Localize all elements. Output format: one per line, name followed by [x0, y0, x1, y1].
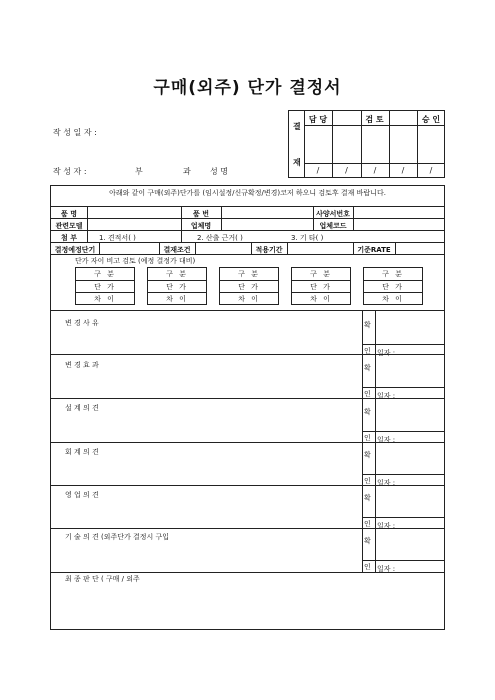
label-vendor: 업체명	[190, 222, 212, 230]
compare-box	[291, 267, 351, 305]
confirm-label-bottom: 인	[364, 434, 371, 442]
writer-name: 성 명	[210, 167, 228, 176]
compare-title: 단가 자이 비고 검토 (예정 결정가 대비)	[75, 257, 196, 265]
approval-header-review: 검 토	[365, 115, 384, 124]
compare-row-price: 단 가	[220, 281, 278, 294]
approval-header-manager: 담 당	[308, 115, 328, 124]
attach-option-quote: 1. 견적서( )	[99, 234, 136, 242]
confirm-label-top: 확	[364, 537, 371, 545]
label-vendor-code: 업체코드	[319, 222, 347, 230]
label-decision-terms: 결재조건	[163, 246, 191, 254]
approval-slash: /	[401, 166, 405, 175]
approval-slash: /	[345, 166, 348, 175]
section-date: 일자 :	[377, 565, 396, 573]
approval-slash: /	[429, 166, 433, 175]
compare-row-price: 단 가	[76, 281, 134, 294]
writer-dept: 부	[135, 167, 143, 176]
confirm-label-bottom: 인	[364, 390, 371, 398]
compare-box	[363, 267, 423, 305]
compare-row-diff: 차 이	[238, 295, 260, 304]
label-period: 적용기간	[255, 246, 283, 254]
writer-section: 과	[183, 167, 191, 176]
compare-row-price: 단 가	[148, 281, 206, 294]
confirm-label-top: 확	[364, 408, 371, 416]
compare-row-diff: 차 이	[166, 295, 188, 304]
approval-side-label-top: 결	[293, 122, 301, 131]
label-base-rate: 기준RATE	[357, 246, 391, 254]
label-item-name: 품 명	[61, 210, 77, 218]
confirm-label-top: 확	[364, 494, 371, 502]
compare-row-category: 구 분	[364, 268, 422, 281]
section-date: 일자 :	[377, 522, 396, 530]
label-model: 관련모델	[55, 222, 83, 230]
section-label-tech-opinion: 기 술 의 견 (외주단가 결정시 구입	[65, 533, 169, 541]
date-label: 작 성 일 자 :	[53, 128, 97, 137]
section-date: 일자 :	[377, 349, 396, 357]
attach-option-etc: 3. 기 타( )	[291, 234, 324, 242]
section-label-design-opinion: 설 계 의 견	[65, 404, 99, 412]
confirm-label-bottom: 인	[364, 347, 371, 355]
compare-row-diff: 차 이	[382, 295, 404, 304]
compare-box	[219, 267, 279, 305]
compare-row-category: 구 분	[220, 268, 278, 281]
attach-option-calc: 2. 산출 근거( )	[197, 234, 243, 242]
confirm-label-top: 확	[364, 321, 371, 329]
section-date: 일자 :	[377, 392, 396, 400]
confirm-label-top: 확	[364, 451, 371, 459]
compare-box	[75, 267, 135, 305]
section-label-change-effect: 변 경 효 과	[65, 361, 99, 369]
approval-header-approve: 승 인	[421, 115, 441, 124]
confirm-label-top: 확	[364, 364, 371, 372]
approval-side-label-bottom: 재	[293, 158, 301, 167]
section-label-change-reason: 변 경 사 유	[65, 319, 99, 327]
approval-slash: /	[316, 166, 320, 175]
label-attach: 첨 부	[61, 234, 77, 242]
section-label-sales-opinion: 영 업 의 견	[65, 491, 99, 499]
confirm-label-bottom: 인	[364, 477, 371, 485]
compare-row-diff: 차 이	[94, 295, 116, 304]
page-title: 구매(외주) 단가 결정서	[153, 78, 342, 98]
confirm-label-bottom: 인	[364, 563, 371, 571]
compare-row-diff: 차 이	[310, 295, 332, 304]
section-date: 일자 :	[377, 436, 396, 444]
intro-text: 아래와 같이 구매(외주)단가를 (임시설정/신규확정/변경)코저 하오니 검토후 결재 바랍니다.	[109, 189, 386, 197]
label-item-no: 품 번	[193, 210, 209, 218]
compare-row-price: 단 가	[292, 281, 350, 294]
compare-row-category: 구 분	[292, 268, 350, 281]
section-label-accounting-opinion: 회 계 의 견	[65, 448, 99, 456]
approval-box	[288, 110, 445, 178]
compare-row-price: 단 가	[364, 281, 422, 294]
label-decision-price: 결정예정단기	[54, 246, 96, 254]
label-spec-no: 사양서번호	[316, 210, 350, 218]
compare-box	[147, 267, 207, 305]
final-decision-label: 최 종 판 단 ( 구매 / 외주	[65, 575, 140, 583]
approval-slash: /	[373, 166, 377, 175]
writer-label: 작 성 자 :	[53, 167, 87, 176]
compare-row-category: 구 분	[76, 268, 134, 281]
main-form	[50, 185, 445, 630]
section-date: 일자 :	[377, 479, 396, 487]
compare-row-category: 구 분	[148, 268, 206, 281]
confirm-label-bottom: 인	[364, 520, 371, 528]
